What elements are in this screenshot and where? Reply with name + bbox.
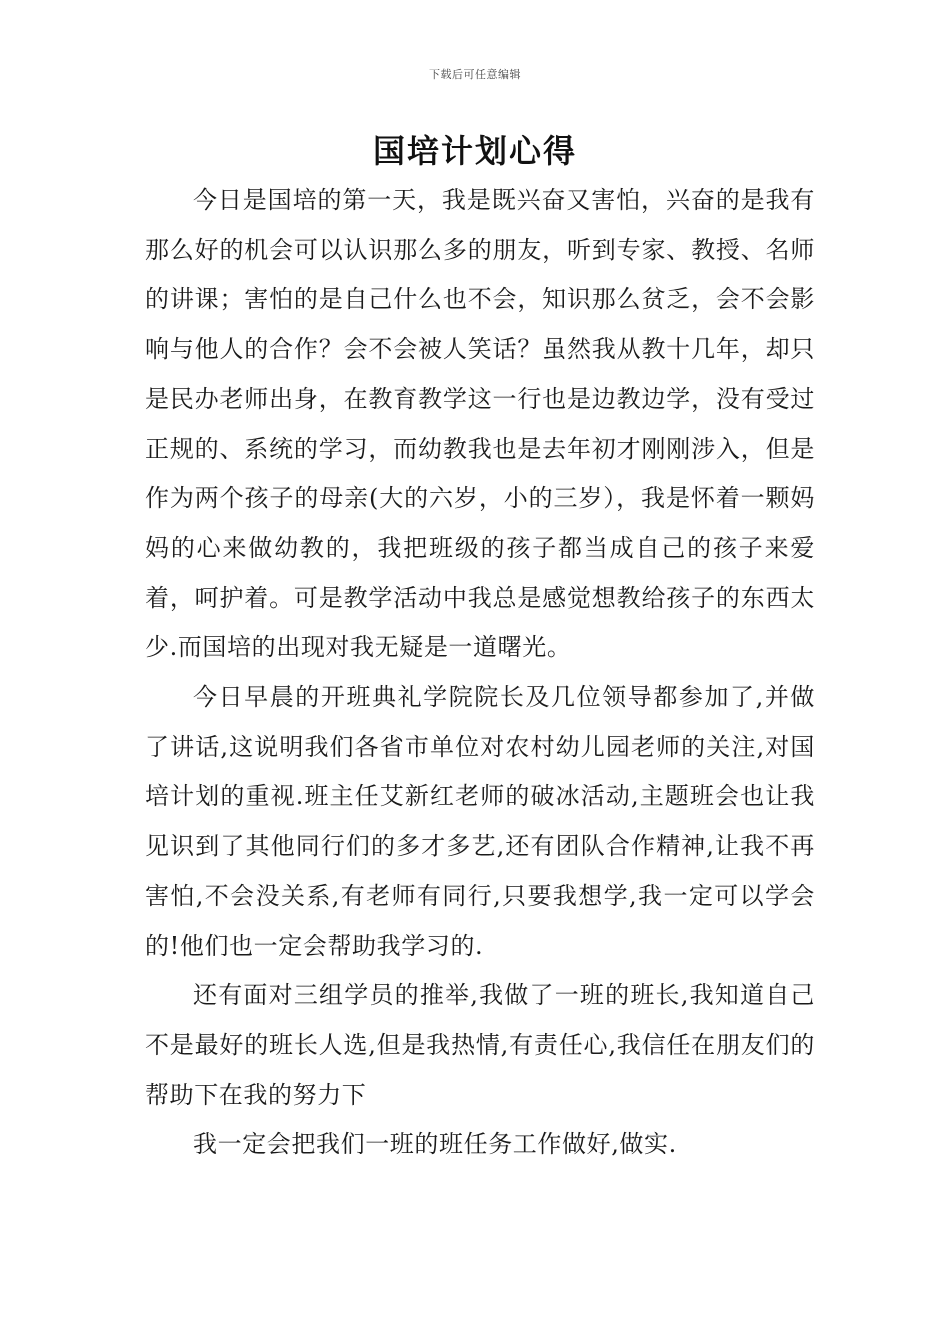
paragraph-2: 今日早晨的开班典礼学院院长及几位领导都参加了,并做了讲话,这说明我们各省市单位对农村幼儿园老师的关注,对国培计划的重视.班主任艾新红老师的破冰活动,主题班会也让我见识到了其他同行们的多才多艺,还有团队合作精神,让我不再害怕,不会没关系,有老师有同行,只要我想学,我一定可以学会的!他们也一定会帮助我学习的. <box>145 683 815 960</box>
paragraph-3: 还有面对三组学员的推举,我做了一班的班长,我知道自己不是最好的班长人选,但是我热情,有责任心,我信任在朋友们的帮助下在我的努力下 <box>145 981 815 1109</box>
document-body <box>145 176 815 1170</box>
header-note: 下载后可任意编辑 <box>429 68 521 81</box>
paragraph-4: 我一定会把我们一班的班任务工作做好,做实. <box>193 1130 677 1159</box>
paragraph-1: 今日是国培的第一天，我是既兴奋又害怕，兴奋的是我有那么好的机会可以认识那么多的朋友，听到专家、教授、名师的讲课；害怕的是自己什么也不会，知识那么贫乏，会不会影响与他人的合作？会不会被人笑话？虽然我从教十几年，却只是民办老师出身，在教育教学这一行也是边教边学，没有受过正规的、系统的学习，而幼教我也是去年初才刚刚涉入，但是作为两个孩子的母亲(大的六岁，小的三岁），我是怀着一颗妈妈的心来做幼教的，我把班级的孩子都当成自己的孩子来爱着，呵护着。可是教学活动中我总是感觉想教给孩子的东西太少.而国培的出现对我无疑是一道曙光。 <box>145 186 815 662</box>
document-title: 国培计划心得 <box>372 132 577 170</box>
